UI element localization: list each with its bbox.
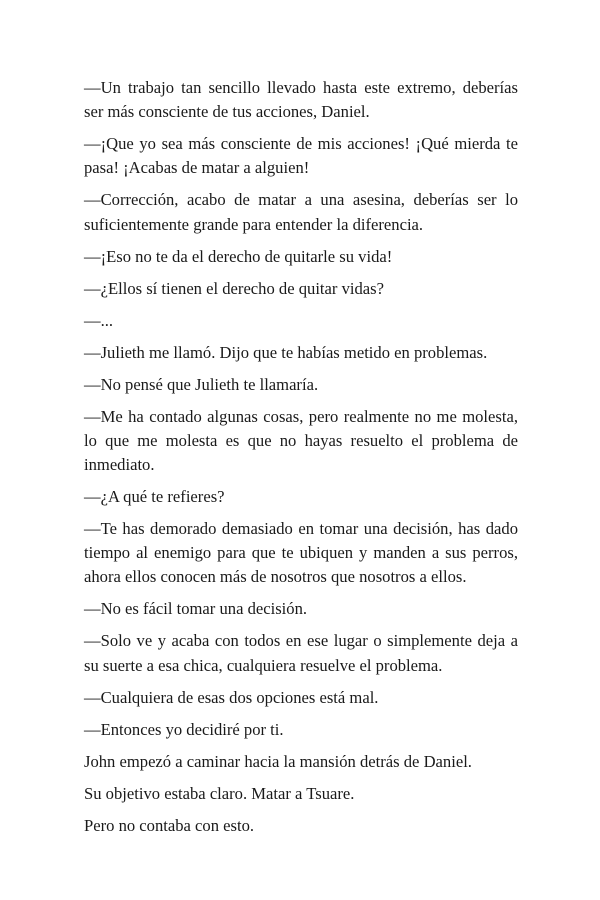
dialogue-paragraph: —Julieth me llamó. Dijo que te habías metido en problemas. (84, 342, 488, 362)
dialogue-paragraph: —Entonces yo decidiré por ti. (84, 719, 284, 739)
dialogue-paragraph: —No es fácil tomar una decisión. (84, 599, 308, 619)
dialogue-paragraph: —¿Ellos sí tienen el derecho de quitar vidas? (84, 278, 384, 298)
narration-paragraph: John empezó a caminar hacia la mansión detrás de Daniel. (84, 751, 472, 771)
dialogue-paragraph: —Solo ve y acaba con todos en ese lugar o simplemente deja a su suerte a esa chica, cualquiera resuelve el problema. (84, 631, 518, 675)
narration-paragraph: Pero no contaba con esto. (84, 815, 255, 835)
page-body-text (84, 76, 518, 846)
dialogue-paragraph: —¡Que yo sea más consciente de mis acciones! ¡Qué mierda te pasa! ¡Acabas de matar a alguien! (84, 134, 518, 178)
dialogue-paragraph: —¡Eso no te da el derecho de quitarle su vida! (84, 246, 393, 266)
dialogue-paragraph: —Te has demorado demasiado en tomar una decisión, has dado tiempo al enemigo para que te ubiquen y manden a sus perros, ahora ellos conocen más de nosotros que nosotros a ellos. (84, 519, 518, 587)
dialogue-paragraph: —... (84, 310, 114, 330)
dialogue-paragraph: —Un trabajo tan sencillo llevado hasta este extremo, deberías ser más consciente de tus acciones, Daniel. (84, 78, 518, 122)
dialogue-paragraph: —¿A qué te refieres? (84, 487, 225, 507)
dialogue-paragraph: —Me ha contado algunas cosas, pero realmente no me molesta, lo que me molesta es que no hayas resuelto el problema de inmediato. (84, 406, 518, 475)
dialogue-paragraph: —Corrección, acabo de matar a una asesina, deberías ser lo suficientemente grande para entender la diferencia. (84, 190, 518, 234)
narration-paragraph: Su objetivo estaba claro. Matar a Tsuare. (84, 783, 355, 803)
dialogue-paragraph: —Cualquiera de esas dos opciones está mal. (84, 687, 379, 707)
dialogue-paragraph: —No pensé que Julieth te llamaría. (84, 374, 319, 394)
